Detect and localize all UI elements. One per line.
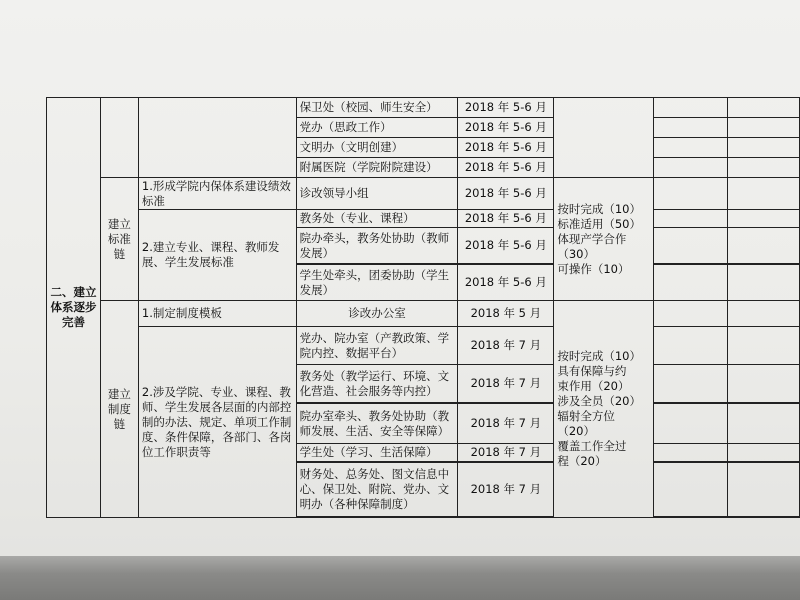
blank-cell	[728, 138, 800, 158]
blank-cell	[654, 404, 728, 444]
task-table	[46, 97, 800, 518]
unit-cell: 财务处、总务处、图文信息中心、保卫处、附院、党办、文明办（各种保障制度）	[296, 463, 458, 517]
unit-cell: 党办（思政工作）	[296, 118, 458, 138]
blank-cell	[728, 301, 800, 327]
date-cell: 2018 年 5-6 月	[458, 98, 554, 118]
blank-cell	[654, 463, 728, 517]
date-cell: 2018 年 5-6 月	[458, 118, 554, 138]
date-cell: 2018 年 7 月	[458, 444, 554, 462]
blank-cell	[654, 517, 728, 518]
blank-cell	[728, 228, 800, 264]
blank-cell	[654, 98, 728, 118]
unit-cell: 院办牵头，教务处协助（教师发展）	[296, 228, 458, 264]
date-cell: 2018 年 7 月	[458, 365, 554, 403]
scoring-criteria-standard: 按时完成（10） 标准适用（50） 体现产学合作 （30） 可操作（10）	[554, 178, 654, 301]
task-cell: 1.形成学院内保体系建设绩效标准	[138, 178, 296, 210]
date-cell: 2018 年 5-6 月	[458, 138, 554, 158]
task-cell: 2.建立专业、课程、教师发展、学生发展标准	[138, 210, 296, 301]
blank-cell	[100, 98, 138, 178]
unit-cell: 附属医院（学院附院建设）	[296, 158, 458, 178]
blank-cell	[728, 463, 800, 517]
table-row	[47, 98, 800, 118]
scoring-criteria-system: 按时完成（10） 具有保障与约 束作用（20） 涉及全员（20） 辐射全方位 （20） 覆盖工作全过 程（20）	[554, 301, 654, 518]
blank-cell	[654, 265, 728, 301]
blank-cell	[728, 265, 800, 301]
unit-cell: 教务处（教学运行、环境、文化营造、社会服务等内控）	[296, 365, 458, 403]
table-row	[47, 210, 800, 228]
blank-cell	[654, 118, 728, 138]
blank-cell	[728, 118, 800, 138]
unit-cell: 学生处（学习、生活保障）	[296, 444, 458, 462]
unit-cell: 诊改领导小组	[296, 178, 458, 210]
blank-cell	[138, 98, 296, 178]
unit-cell: 院办室牵头、教务处协助（教师发展、生活、安全等保障）	[296, 404, 458, 444]
blank-cell	[728, 517, 800, 518]
date-cell: 2018 年 5-6 月	[458, 158, 554, 178]
blank-cell	[728, 365, 800, 403]
blank-cell	[728, 158, 800, 178]
task-cell: 2.涉及学院、专业、课程、教师、学生发展各层面的内部控制的办法、规定、单项工作制度、条件保障，各部门、各岗位工作职责等	[138, 327, 296, 518]
section-title: 二、建立体系逐步完善	[47, 98, 101, 518]
unit-cell: 党办、院办室（产教政策、学院内控、数据平台）	[296, 327, 458, 365]
blank-cell	[654, 138, 728, 158]
date-cell: 2018 年 7 月	[458, 327, 554, 365]
blank-cell	[654, 178, 728, 210]
blank-cell	[728, 327, 800, 365]
blank-cell	[654, 327, 728, 365]
table-row	[47, 327, 800, 365]
unit-cell: 保卫处（校园、师生安全）	[296, 98, 458, 118]
blank-cell	[654, 158, 728, 178]
desk-background	[0, 556, 800, 600]
blank-cell	[728, 178, 800, 210]
chain-label-standard: 建立标准链	[100, 178, 138, 301]
task-cell: 1.制定制度模板	[138, 301, 296, 327]
blank-cell	[654, 228, 728, 264]
date-cell: 2018 年 7 月	[458, 463, 554, 517]
date-cell: 2018 年 5-6 月	[458, 228, 554, 264]
blank-cell	[296, 517, 458, 518]
blank-cell	[654, 301, 728, 327]
unit-cell: 诊改办公室	[296, 301, 458, 327]
blank-cell	[728, 404, 800, 444]
blank-cell	[654, 210, 728, 228]
date-cell: 2018 年 5-6 月	[458, 265, 554, 301]
unit-cell: 学生处牵头，团委协助（学生发展）	[296, 265, 458, 301]
table-row	[47, 178, 800, 210]
date-cell: 2018 年 5-6 月	[458, 210, 554, 228]
unit-cell: 文明办（文明创建）	[296, 138, 458, 158]
blank-cell	[654, 365, 728, 403]
blank-cell	[458, 517, 554, 518]
blank-cell	[654, 444, 728, 462]
blank-cell	[728, 98, 800, 118]
unit-cell: 教务处（专业、课程）	[296, 210, 458, 228]
date-cell: 2018 年 7 月	[458, 404, 554, 444]
blank-cell	[554, 98, 654, 178]
table-row	[47, 301, 800, 327]
date-cell: 2018 年 5-6 月	[458, 178, 554, 210]
blank-cell	[728, 210, 800, 228]
blank-cell	[728, 444, 800, 462]
date-cell: 2018 年 5 月	[458, 301, 554, 327]
chain-label-system: 建立制度链	[100, 301, 138, 518]
